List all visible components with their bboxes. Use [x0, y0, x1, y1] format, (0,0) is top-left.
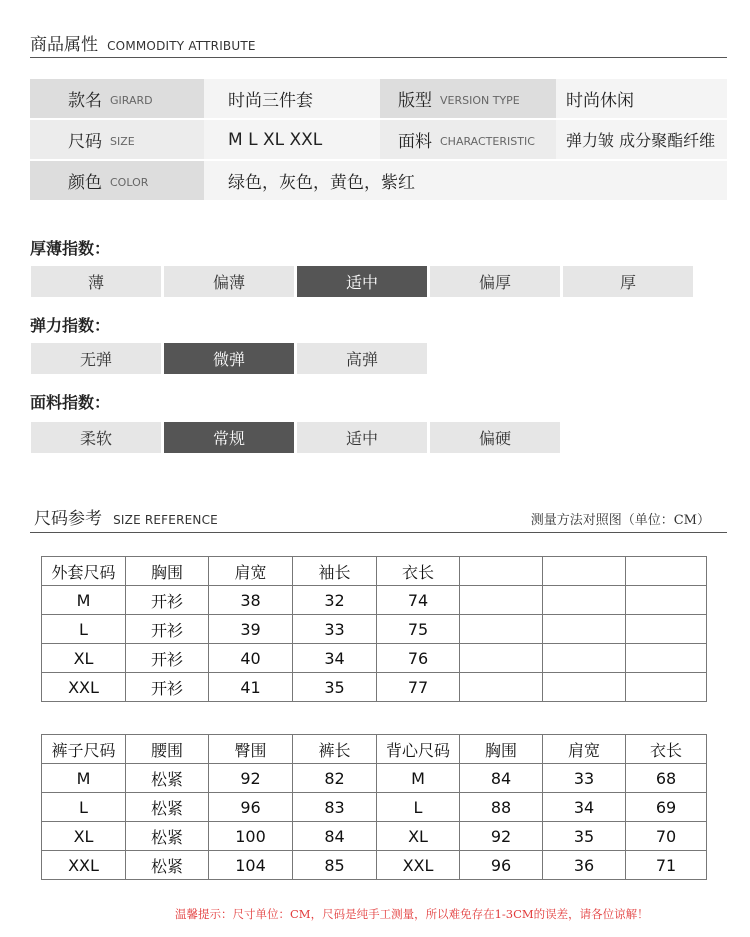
table-cell: L: [42, 793, 126, 822]
size-reference-title-en: SIZE REFERENCE: [113, 513, 218, 527]
pants-vest-size-table: [41, 734, 707, 880]
table-cell: [626, 615, 707, 644]
table-cell: 70: [626, 822, 707, 851]
table-header-row: [42, 557, 707, 586]
table-header-cell: 腰围: [126, 735, 209, 764]
fabric-option: 适中: [297, 422, 427, 453]
table-row: [42, 851, 707, 880]
table-cell: [626, 586, 707, 615]
table-cell: [543, 586, 626, 615]
elasticity-option: 高弹: [297, 343, 427, 374]
elasticity-option: 微弹: [164, 343, 294, 374]
table-cell: 40: [209, 644, 293, 673]
table-header-cell: 外套尺码: [42, 557, 126, 586]
table-cell: [626, 673, 707, 702]
table-header-cell: [543, 557, 626, 586]
table-cell: L: [42, 615, 126, 644]
attr-value-style-name: 时尚三件套: [204, 79, 380, 118]
table-row: [42, 673, 707, 702]
thickness-option: 薄: [31, 266, 161, 297]
table-cell: [460, 644, 543, 673]
header-title-cn: 商品属性: [30, 35, 98, 55]
attr-value-characteristic: 弹力皱 成分聚酯纤维: [556, 120, 727, 159]
table-header-cell: 背心尺码: [377, 735, 460, 764]
table-cell: [460, 586, 543, 615]
table-cell: 75: [377, 615, 460, 644]
table-cell: 开衫: [126, 673, 209, 702]
table-cell: 83: [293, 793, 377, 822]
attr-label-version-type: 版型 VERSION TYPE: [380, 79, 556, 118]
table-header-cell: 臀围: [209, 735, 293, 764]
table-cell: 松紧: [126, 793, 209, 822]
table-cell: 84: [293, 822, 377, 851]
thickness-option: 厚: [563, 266, 693, 297]
table-row: [42, 615, 707, 644]
table-cell: 85: [293, 851, 377, 880]
table-cell: 34: [293, 644, 377, 673]
table-cell: 38: [209, 586, 293, 615]
elasticity-option: 无弹: [31, 343, 161, 374]
table-header-cell: [626, 557, 707, 586]
table-cell: [460, 615, 543, 644]
table-cell: [543, 615, 626, 644]
thickness-option: 偏厚: [430, 266, 560, 297]
fabric-option: 偏硬: [430, 422, 560, 453]
table-row: [42, 793, 707, 822]
table-cell: XL: [377, 822, 460, 851]
table-cell: XXL: [42, 673, 126, 702]
table-cell: 33: [543, 764, 626, 793]
thickness-option: 偏薄: [164, 266, 294, 297]
table-header-cell: 裤子尺码: [42, 735, 126, 764]
size-reference-header: [34, 504, 218, 529]
table-header-cell: 肩宽: [209, 557, 293, 586]
table-cell: 41: [209, 673, 293, 702]
table-cell: 92: [460, 822, 543, 851]
table-cell: 74: [377, 586, 460, 615]
table-cell: 68: [626, 764, 707, 793]
attr-label-characteristic: 面料 CHARACTERISTIC: [380, 120, 556, 159]
table-header-cell: 裤长: [293, 735, 377, 764]
table-header-cell: 衣长: [626, 735, 707, 764]
table-cell: 76: [377, 644, 460, 673]
table-cell: 88: [460, 793, 543, 822]
attr-value-color: 绿色，灰色，黄色，紫红: [204, 161, 727, 200]
table-cell: 开衫: [126, 586, 209, 615]
table-cell: 33: [293, 615, 377, 644]
table-cell: 96: [460, 851, 543, 880]
size-reference-title-cn: 尺码参考: [34, 509, 102, 529]
fabric-option: 常规: [164, 422, 294, 453]
table-cell: M: [42, 764, 126, 793]
table-cell: 77: [377, 673, 460, 702]
table-cell: 92: [209, 764, 293, 793]
attribute-table: [30, 79, 727, 202]
table-cell: XL: [42, 822, 126, 851]
attr-label-size: 尺码 SIZE: [30, 120, 204, 159]
table-cell: [626, 644, 707, 673]
table-cell: 35: [543, 822, 626, 851]
table-cell: 开衫: [126, 644, 209, 673]
elasticity-index-label: 弹力指数：: [30, 316, 111, 335]
fabric-index-label: 面料指数：: [30, 393, 111, 412]
header-title-en: COMMODITY ATTRIBUTE: [107, 39, 256, 53]
table-cell: M: [377, 764, 460, 793]
table-cell: 69: [626, 793, 707, 822]
attr-label-style-name: 款名 GIRARD: [30, 79, 204, 118]
thickness-index-label: 厚薄指数：: [30, 239, 111, 258]
attr-value-size: M L XL XXL: [204, 120, 380, 159]
table-cell: 96: [209, 793, 293, 822]
table-cell: [543, 644, 626, 673]
size-reference-divider: [30, 532, 727, 533]
table-cell: L: [377, 793, 460, 822]
attr-value-version-type: 时尚休闲: [556, 79, 727, 118]
table-row: [42, 764, 707, 793]
table-row: [42, 586, 707, 615]
attr-label-color: 颜色 COLOR: [30, 161, 204, 200]
table-header-cell: 肩宽: [543, 735, 626, 764]
table-header-cell: 胸围: [460, 735, 543, 764]
thickness-option: 适中: [297, 266, 427, 297]
fabric-option: 柔软: [31, 422, 161, 453]
table-header-cell: 衣长: [377, 557, 460, 586]
table-row: [42, 822, 707, 851]
table-cell: 36: [543, 851, 626, 880]
table-header-cell: [460, 557, 543, 586]
table-cell: 松紧: [126, 764, 209, 793]
jacket-size-table: [41, 556, 707, 702]
commodity-attribute-header: [30, 30, 256, 55]
table-cell: [543, 673, 626, 702]
table-cell: M: [42, 586, 126, 615]
table-header-row: [42, 735, 707, 764]
table-cell: 39: [209, 615, 293, 644]
table-cell: 松紧: [126, 851, 209, 880]
table-header-cell: 袖长: [293, 557, 377, 586]
table-cell: [460, 673, 543, 702]
table-cell: XL: [42, 644, 126, 673]
table-cell: 开衫: [126, 615, 209, 644]
table-cell: 100: [209, 822, 293, 851]
table-cell: 32: [293, 586, 377, 615]
table-cell: XXL: [377, 851, 460, 880]
measurement-method-text: 测量方法对照图（单位：CM）: [530, 513, 710, 528]
table-cell: 71: [626, 851, 707, 880]
header-divider: [30, 57, 727, 58]
table-header-cell: 胸围: [126, 557, 209, 586]
table-cell: 35: [293, 673, 377, 702]
table-cell: 82: [293, 764, 377, 793]
table-cell: 104: [209, 851, 293, 880]
measurement-note: 温馨提示：尺寸单位：CM，尺码是纯手工测量，所以难免存在1-3CM的误差，请各位谅解！: [175, 907, 649, 921]
table-cell: 34: [543, 793, 626, 822]
table-cell: 松紧: [126, 822, 209, 851]
table-row: [42, 644, 707, 673]
table-cell: 84: [460, 764, 543, 793]
table-cell: XXL: [42, 851, 126, 880]
